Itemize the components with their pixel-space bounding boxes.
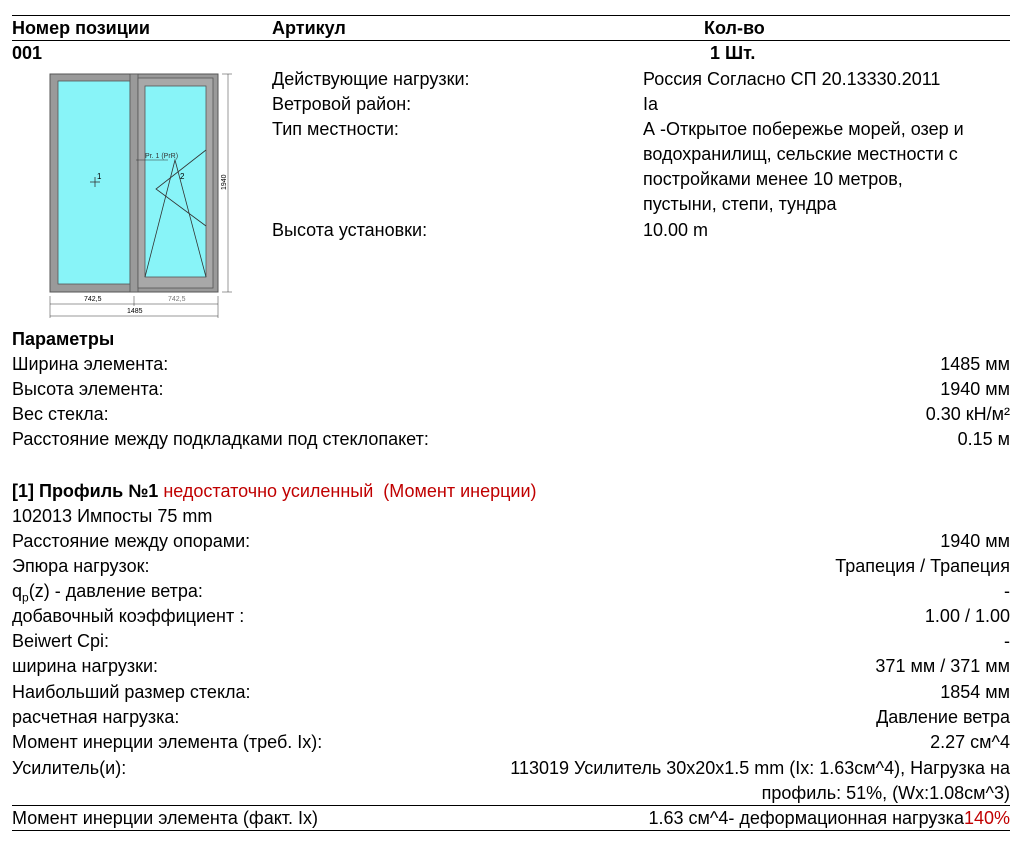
column-header-article: Артикул (272, 18, 346, 38)
top-rule (12, 15, 1010, 16)
wind-pressure-label: (z) - давление ветра: (28, 581, 203, 601)
profile-row-value: Давление ветра (876, 707, 1010, 727)
mullion (130, 74, 138, 292)
profile-row-label: Расстояние между опорами: (12, 531, 251, 551)
profile-row-value: 1940 мм (940, 531, 1010, 551)
actual-moment-percent: 140% (963, 808, 1010, 828)
param-value: 1485 мм (940, 354, 1010, 374)
column-header-position: Номер позиции (12, 18, 150, 38)
profile-heading (12, 480, 537, 502)
profile-row-value: 371 мм / 371 мм (875, 656, 1010, 676)
load-label-terrain: Тип местности: (272, 119, 399, 139)
param-label: Высота элемента: (12, 379, 164, 399)
item-qty: 1 Шт. (710, 43, 756, 63)
profile-row-value: - (1004, 581, 1010, 601)
actual-moment-value-row (648, 807, 1010, 829)
profile-row-value: Трапеция / Трапеция (835, 556, 1010, 576)
profile-row-label: Beiwert Cpi: (12, 631, 110, 651)
header-rule (12, 40, 1010, 41)
height-dimension: 1940 (221, 174, 228, 190)
profile-subtitle: 102013 Импосты 75 mm (12, 506, 213, 526)
load-value-terrain-line2: водохранилищ, сельские местности с (643, 144, 958, 164)
profile-row-value: - (1004, 631, 1010, 651)
width-right-dimension: 742,5 (168, 296, 186, 303)
profile-title: [1] Профиль №1 (12, 481, 159, 501)
profile-row-value: 1.00 / 1.00 (924, 606, 1010, 626)
reinforcement-value-line1: 113019 Усилитель 30x20x1.5 mm (Ix: 1.63см^4), Нагрузка на (510, 758, 1010, 778)
pane1-label: 1 (97, 172, 102, 181)
profile-row-value: 2.27 см^4 (930, 732, 1010, 752)
profile-row-value: 1854 мм (940, 682, 1010, 702)
width-left-dimension: 742,5 (84, 296, 102, 303)
item-number: 001 (12, 43, 43, 63)
wind-pressure-subscript: p (22, 590, 29, 605)
pane2-note: Pr. 1 (PrR) (145, 153, 179, 160)
load-label-standard: Действующие нагрузки: (272, 69, 470, 89)
load-value-terrain-line4: пустыни, степи, тундра (643, 194, 837, 214)
param-value: 0.15 м (957, 429, 1010, 449)
load-value-terrain-line1: А -Открытое побережье морей, озер и (643, 119, 964, 139)
column-header-qty: Кол-во (704, 18, 765, 38)
actual-moment-label: Момент инерции элемента (факт. Ix) (12, 808, 319, 828)
param-value: 1940 мм (940, 379, 1010, 399)
param-label: Расстояние между подкладками под стеклопакет: (12, 429, 429, 449)
profile-row-label: Эпюра нагрузок: (12, 556, 150, 576)
glass-pane-right (145, 86, 206, 277)
actual-bottom-rule (12, 830, 1010, 831)
profile-row-label: Наибольший размер стекла: (12, 682, 251, 702)
pane2-label: 2 (180, 172, 185, 181)
param-label: Ширина элемента: (12, 354, 169, 374)
load-value-standard: Россия Согласно СП 20.13330.2011 (643, 69, 941, 89)
reinforcement-value-line2: профиль: 51%, (Wx:1.08см^3) (761, 783, 1010, 803)
load-value-terrain-line3: постройками менее 10 метров, (643, 169, 903, 189)
window-drawing (0, 64, 240, 324)
param-value: 0.30 кН/м² (925, 404, 1010, 424)
wind-pressure-symbol: q (12, 581, 23, 601)
params-title: Параметры (12, 329, 115, 349)
param-label: Вес стекла: (12, 404, 109, 424)
actual-top-rule (12, 805, 1010, 806)
actual-moment-value: 1.63 см^4- деформационная нагрузка (648, 808, 964, 828)
load-value-wind-region: Ia (643, 94, 659, 114)
load-value-height: 10.00 m (643, 220, 709, 240)
width-total-dimension: 1485 (127, 308, 143, 315)
profile-row-label: расчетная нагрузка: (12, 707, 180, 727)
profile-row-label: ширина нагрузки: (12, 656, 159, 676)
profile-row-label: Момент инерции элемента (треб. Ix): (12, 732, 323, 752)
glass-pane-left (58, 81, 130, 284)
load-label-wind-region: Ветровой район: (272, 94, 412, 114)
load-label-height: Высота установки: (272, 220, 428, 240)
reinforcement-label: Усилитель(и): (12, 758, 127, 778)
profile-status: недостаточно усиленный (Момент инерции) (163, 481, 537, 501)
profile-row-label: добавочный коэффициент : (12, 606, 245, 626)
